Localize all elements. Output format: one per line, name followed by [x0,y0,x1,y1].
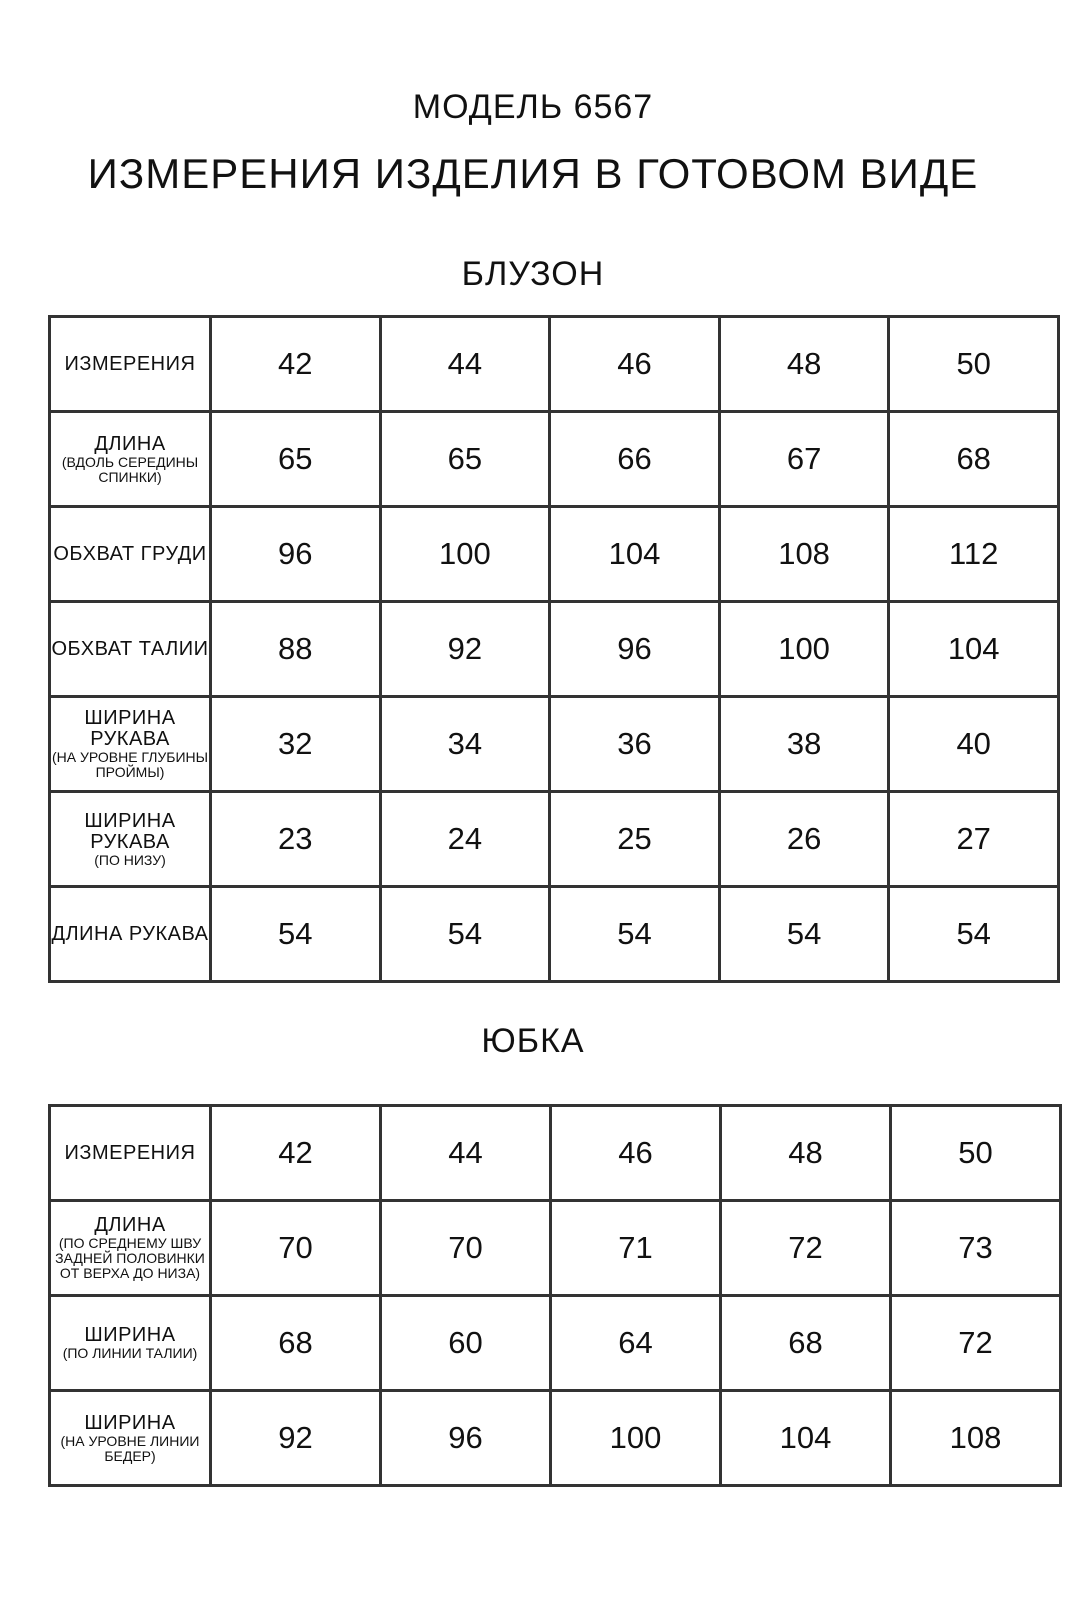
measurement-value: 68 [721,1296,891,1391]
measurement-value: 100 [719,602,889,697]
measurement-value: 70 [381,1201,551,1296]
measurement-label: ДЛИНА [94,432,166,455]
measurement-label-cell [50,1296,211,1391]
measurement-value: 72 [721,1201,891,1296]
measurement-label: ДЛИНА [94,1214,166,1236]
table-row [50,412,1059,507]
measurement-label: ШИРИНА [84,1324,176,1346]
size-header-cell: 50 [889,317,1059,412]
measurement-value: 24 [380,792,550,887]
measurement-value: 26 [719,792,889,887]
measurement-value: 25 [550,792,720,887]
measurement-value: 68 [211,1296,381,1391]
measurement-value: 108 [891,1391,1061,1486]
measurement-value: 65 [211,412,381,507]
measurement-value: 38 [719,697,889,792]
measurement-label: ДЛИНА РУКАВА [51,922,209,945]
measurement-value: 54 [211,887,381,982]
measurement-value: 104 [721,1391,891,1486]
measurement-value: 65 [380,412,550,507]
measurement-value: 88 [211,602,381,697]
model-number: МОДЕЛЬ 6567 [412,88,654,126]
size-header-cell: 48 [721,1106,891,1201]
measurement-label-cell [50,602,211,697]
measurement-value: 71 [551,1201,721,1296]
table-row [50,1391,1061,1486]
size-header-cell: 50 [891,1106,1061,1201]
blouse-measurements-table [48,315,1060,983]
measurement-value: 60 [381,1296,551,1391]
measurement-value: 73 [891,1201,1061,1296]
measurement-value: 92 [211,1391,381,1486]
header-label: ИЗМЕРЕНИЯ [64,1141,196,1164]
measurement-value: 54 [380,887,550,982]
measurement-note: (ПО СРЕДНЕМУ ШВУ ЗАДНЕЙ ПОЛОВИНКИ ОТ ВЕРХА ДО НИЗА) [55,1235,205,1281]
measurement-value: 54 [889,887,1059,982]
measurement-label: ШИРИНА РУКАВА [84,707,176,750]
measurement-label-cell [50,412,211,507]
size-header-cell: 44 [380,317,550,412]
measurement-value: 72 [891,1296,1061,1391]
table-row [50,887,1059,982]
size-header-cell: 42 [211,1106,381,1201]
measurement-label-cell [50,792,211,887]
size-header-cell: 48 [719,317,889,412]
measurement-value: 54 [719,887,889,982]
measurement-note: (ВДОЛЬ СЕРЕДИНЫ СПИНКИ) [61,453,199,485]
skirt-section-title: ЮБКА [481,1022,585,1060]
measurement-value: 100 [551,1391,721,1486]
measurement-value: 104 [550,507,720,602]
skirt-measurements-table [48,1104,1062,1487]
measurement-label-cell [50,697,211,792]
blouse-section-title: БЛУЗОН [461,255,605,293]
measurement-value: 68 [889,412,1059,507]
measurement-label-cell [50,1201,211,1296]
header-label-cell [50,317,211,412]
measurement-value: 96 [550,602,720,697]
header-row [50,317,1059,412]
size-header-cell: 46 [551,1106,721,1201]
measurement-value: 36 [550,697,720,792]
measurement-label-cell [50,507,211,602]
page-title: ИЗМЕРЕНИЯ ИЗДЕЛИЯ В ГОТОВОМ ВИДЕ [87,150,979,197]
measurement-label: ОБХВАТ ТАЛИИ [51,637,209,660]
measurement-value: 96 [211,507,381,602]
measurement-value: 64 [551,1296,721,1391]
measurement-note: (ПО НИЗУ) [94,851,166,868]
measurement-value: 34 [380,697,550,792]
measurement-value: 104 [889,602,1059,697]
measurement-note: (НА УРОВНЕ ГЛУБИНЫ ПРОЙМЫ) [51,749,209,780]
table-row [50,507,1059,602]
table-row [50,602,1059,697]
measurement-value: 108 [719,507,889,602]
measurement-label: ШИРИНА [84,1411,176,1434]
measurement-value: 40 [889,697,1059,792]
header-row [50,1106,1061,1201]
measurement-label-cell [50,887,211,982]
measurement-label: ОБХВАТ ГРУДИ [53,542,207,565]
table-row [50,1201,1061,1296]
header-label: ИЗМЕРЕНИЯ [64,352,196,375]
measurement-value: 67 [719,412,889,507]
measurement-value: 27 [889,792,1059,887]
measurement-value: 70 [211,1201,381,1296]
table-row [50,1296,1061,1391]
measurement-value: 23 [211,792,381,887]
measurement-value: 100 [380,507,550,602]
measurement-value: 96 [381,1391,551,1486]
header-label-cell [50,1106,211,1201]
measurement-value: 54 [550,887,720,982]
measurement-value: 32 [211,697,381,792]
measurement-label: ШИРИНА РУКАВА [84,809,176,853]
size-header-cell: 46 [550,317,720,412]
measurement-note: (НА УРОВНЕ ЛИНИИ БЕДЕР) [60,1432,200,1464]
size-header-cell: 42 [211,317,381,412]
measurement-value: 112 [889,507,1059,602]
table-row [50,792,1059,887]
measurement-label-cell [50,1391,211,1486]
measurement-value: 92 [380,602,550,697]
size-header-cell: 44 [381,1106,551,1201]
table-row [50,697,1059,792]
measurement-note: (ПО ЛИНИИ ТАЛИИ) [62,1345,198,1361]
measurement-value: 66 [550,412,720,507]
